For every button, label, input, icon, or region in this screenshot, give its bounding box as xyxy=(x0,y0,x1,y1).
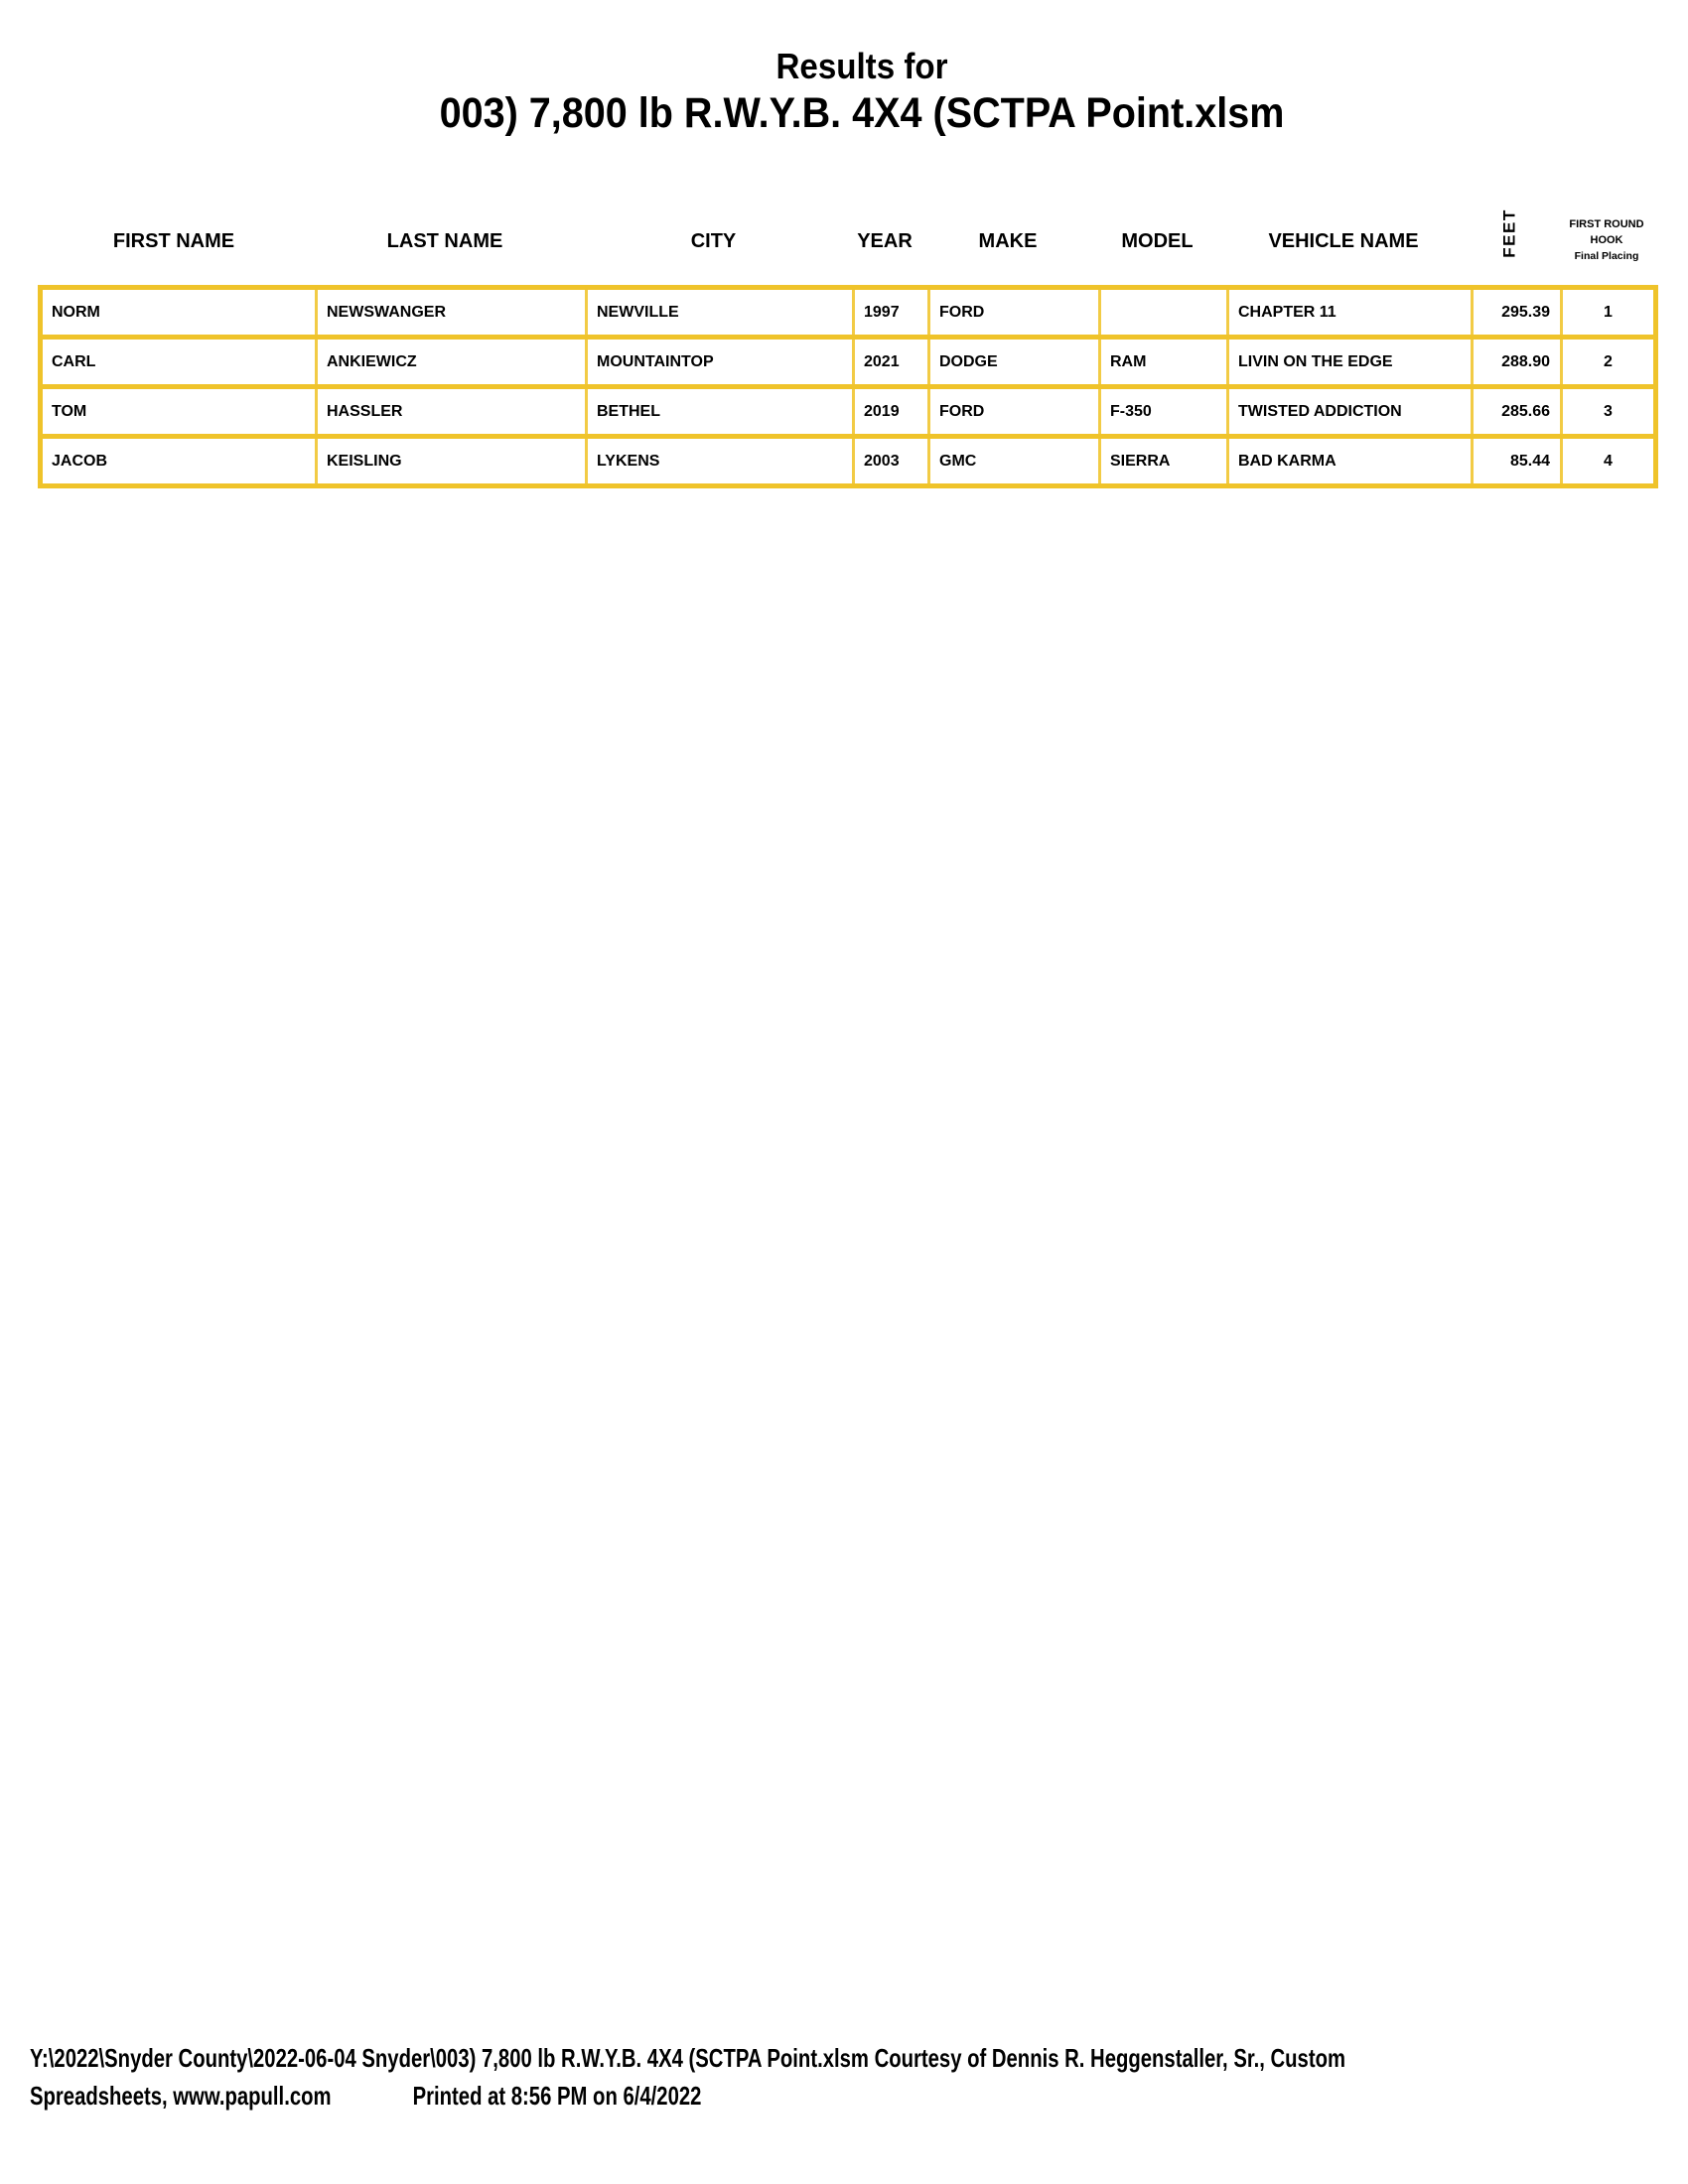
footer-file-path: Y:\2022\Snyder County\2022-06-04 Snyder\003) 7,800 lb R.W.Y.B. 4X4 (SCTPA Point.xlsm Courtesy of Dennis R. Heggenstaller, Sr., Custom xyxy=(30,2043,1346,2073)
table-row xyxy=(43,434,1653,483)
cell-vehicle-name: BAD KARMA xyxy=(1226,439,1471,483)
cell-make: FORD xyxy=(927,290,1098,335)
cell-placing: 4 xyxy=(1560,439,1653,483)
column-header-year: YEAR xyxy=(857,230,913,252)
cell-first-name: TOM xyxy=(52,402,87,420)
cell-city: NEWVILLE xyxy=(585,290,852,335)
column-header-city: CITY xyxy=(690,230,737,252)
cell-last-name: ANKIEWICZ xyxy=(315,340,585,384)
column-header-model: MODEL xyxy=(1121,230,1194,252)
hook-label-line2: HOOK xyxy=(1590,234,1623,246)
cell-year: 2019 xyxy=(852,389,927,434)
cell-first-name: CARL xyxy=(52,352,96,370)
cell-model: RAM xyxy=(1098,340,1226,384)
page-subtitle-class-name: 003) 7,800 lb R.W.Y.B. 4X4 (SCTPA Point.xlsm xyxy=(439,89,1285,137)
cell-feet: 285.66 xyxy=(1471,389,1560,434)
feet-label: FEET xyxy=(1499,208,1519,258)
column-header-last-name: LAST NAME xyxy=(386,230,503,252)
page-title: Results for xyxy=(775,46,948,86)
hook-label-line1: FIRST ROUND xyxy=(1569,218,1644,230)
column-header-first-round-hook xyxy=(1555,216,1658,264)
table-row xyxy=(43,335,1653,384)
footer-website: Spreadsheets, www.papull.com xyxy=(30,2081,332,2111)
table-row xyxy=(43,384,1653,434)
cell-vehicle-name: LIVIN ON THE EDGE xyxy=(1226,340,1471,384)
column-header-vehicle-name: VEHICLE NAME xyxy=(1268,230,1419,252)
footer-line2 xyxy=(30,2081,701,2112)
cell-model: F-350 xyxy=(1098,389,1226,434)
cell-last-name: HASSLER xyxy=(315,389,585,434)
cell-city: LYKENS xyxy=(585,439,852,483)
cell-first-name: JACOB xyxy=(52,452,108,470)
cell-vehicle-name: TWISTED ADDICTION xyxy=(1226,389,1471,434)
cell-last-name: KEISLING xyxy=(315,439,585,483)
cell-feet: 85.44 xyxy=(1471,439,1560,483)
cell-placing: 1 xyxy=(1560,290,1653,335)
cell-year: 2021 xyxy=(852,340,927,384)
cell-first-name: NORM xyxy=(52,303,100,321)
column-header-feet-rotated xyxy=(1466,197,1555,270)
footer-printed-timestamp: Printed at 8:56 PM on 6/4/2022 xyxy=(412,2081,702,2111)
cell-last-name: NEWSWANGER xyxy=(315,290,585,335)
cell-make: FORD xyxy=(927,389,1098,434)
cell-placing: 3 xyxy=(1560,389,1653,434)
table-row xyxy=(43,290,1653,335)
cell-model xyxy=(1098,290,1226,335)
cell-placing: 2 xyxy=(1560,340,1653,384)
column-header-first-name: FIRST NAME xyxy=(112,230,235,252)
results-table xyxy=(38,285,1658,488)
cell-make: GMC xyxy=(927,439,1098,483)
cell-make: DODGE xyxy=(927,340,1098,384)
cell-feet: 288.90 xyxy=(1471,340,1560,384)
cell-feet: 295.39 xyxy=(1471,290,1560,335)
column-header-make: MAKE xyxy=(978,230,1038,252)
cell-city: BETHEL xyxy=(585,389,852,434)
cell-model: SIERRA xyxy=(1098,439,1226,483)
hook-label-line3: Final Placing xyxy=(1574,250,1639,262)
cell-year: 1997 xyxy=(852,290,927,335)
cell-city: MOUNTAINTOP xyxy=(585,340,852,384)
cell-year: 2003 xyxy=(852,439,927,483)
cell-vehicle-name: CHAPTER 11 xyxy=(1226,290,1471,335)
